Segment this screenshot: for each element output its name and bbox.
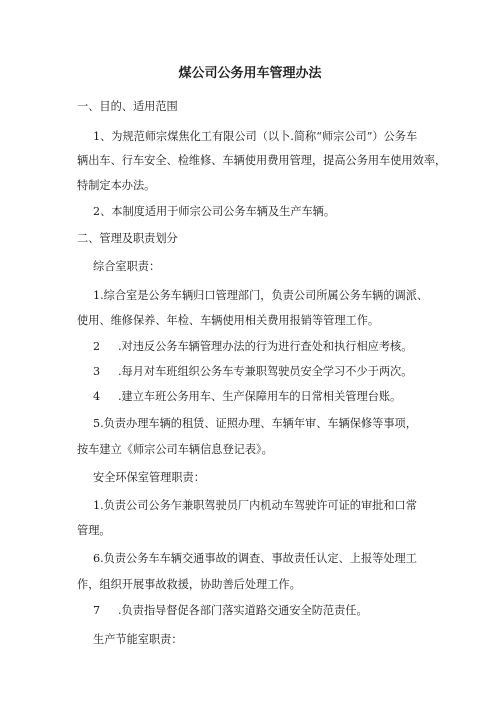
list-item-text: .建立车班公务用车、生产保障用车的日常相关管理台账。 — [118, 390, 402, 403]
list-item-number: 7 — [93, 604, 101, 617]
list-item — [93, 341, 412, 352]
list-item-text: .每月对车班组织公务车专兼职驾驶员安全学习不少于两次。 — [118, 365, 413, 378]
list-item — [93, 391, 401, 402]
list-item-text: .对违反公务车辆管理办法的行为进行查处和执行相应考核。 — [118, 340, 413, 353]
list-item-number: 2 — [93, 340, 101, 353]
list-item-number: 3 — [93, 365, 101, 378]
paragraph-line: 辆出车、行车安全、检维修、车辆使用费用管理，提高公务用车使用效率， — [77, 154, 447, 167]
paragraph-line: 2、本制度适用于师宗公司公务车辆及生产车辆。 — [93, 205, 336, 218]
paragraph-line: 1、为规范师宗煤焦化工有限公司（以卜.简称“师宗公司”）公务车 — [93, 130, 418, 143]
list-item — [93, 605, 368, 616]
list-item-line: 5.负责办理车辆的租赁、证照办理、车辆年审、车辆保修等事项， — [93, 417, 417, 430]
section-heading-scope: 一、目的、适用范围 — [77, 100, 178, 113]
list-item-text: .负责指导督促各部门落实道路交通安全防范责任。 — [118, 604, 368, 617]
list-item-line: 1.负责公司公务乍兼职驾驶员厂内机动车驾驶许可证的审批和口常 — [93, 499, 417, 512]
subheading-safety-office: 安全环保室管理职责： — [93, 471, 205, 484]
list-item-line: 管理。 — [77, 524, 111, 537]
list-item-line: 作，组织开展事故救援，协助善后处理工作。 — [77, 578, 301, 591]
subheading-production-office: 生产节能室职责： — [93, 633, 183, 646]
list-item-line: 使用、维修保养、年检、车辆使用相关费用报销等管理工作。 — [77, 314, 380, 327]
list-item-line: 6.负责公务车车辆交通事故的调查、事故责任认定、上报等处理工 — [93, 552, 417, 565]
paragraph-line: 特制定本办法。 — [77, 179, 156, 192]
list-item-number: 4 — [93, 390, 101, 403]
subheading-general-office: 综合室职责： — [93, 260, 161, 273]
list-item — [93, 366, 412, 377]
document-title: 煤公司公务用车管理办法 — [178, 66, 322, 81]
list-item-line: 1.综合室是公务车辆归口管理部门，负责公司所属公务车辆的调派、 — [93, 289, 429, 302]
list-item-line: 按车建立《师宗公司车辆信息登记表》。 — [77, 443, 273, 456]
section-heading-responsibilities: 二、管理及职责划分 — [77, 232, 178, 245]
